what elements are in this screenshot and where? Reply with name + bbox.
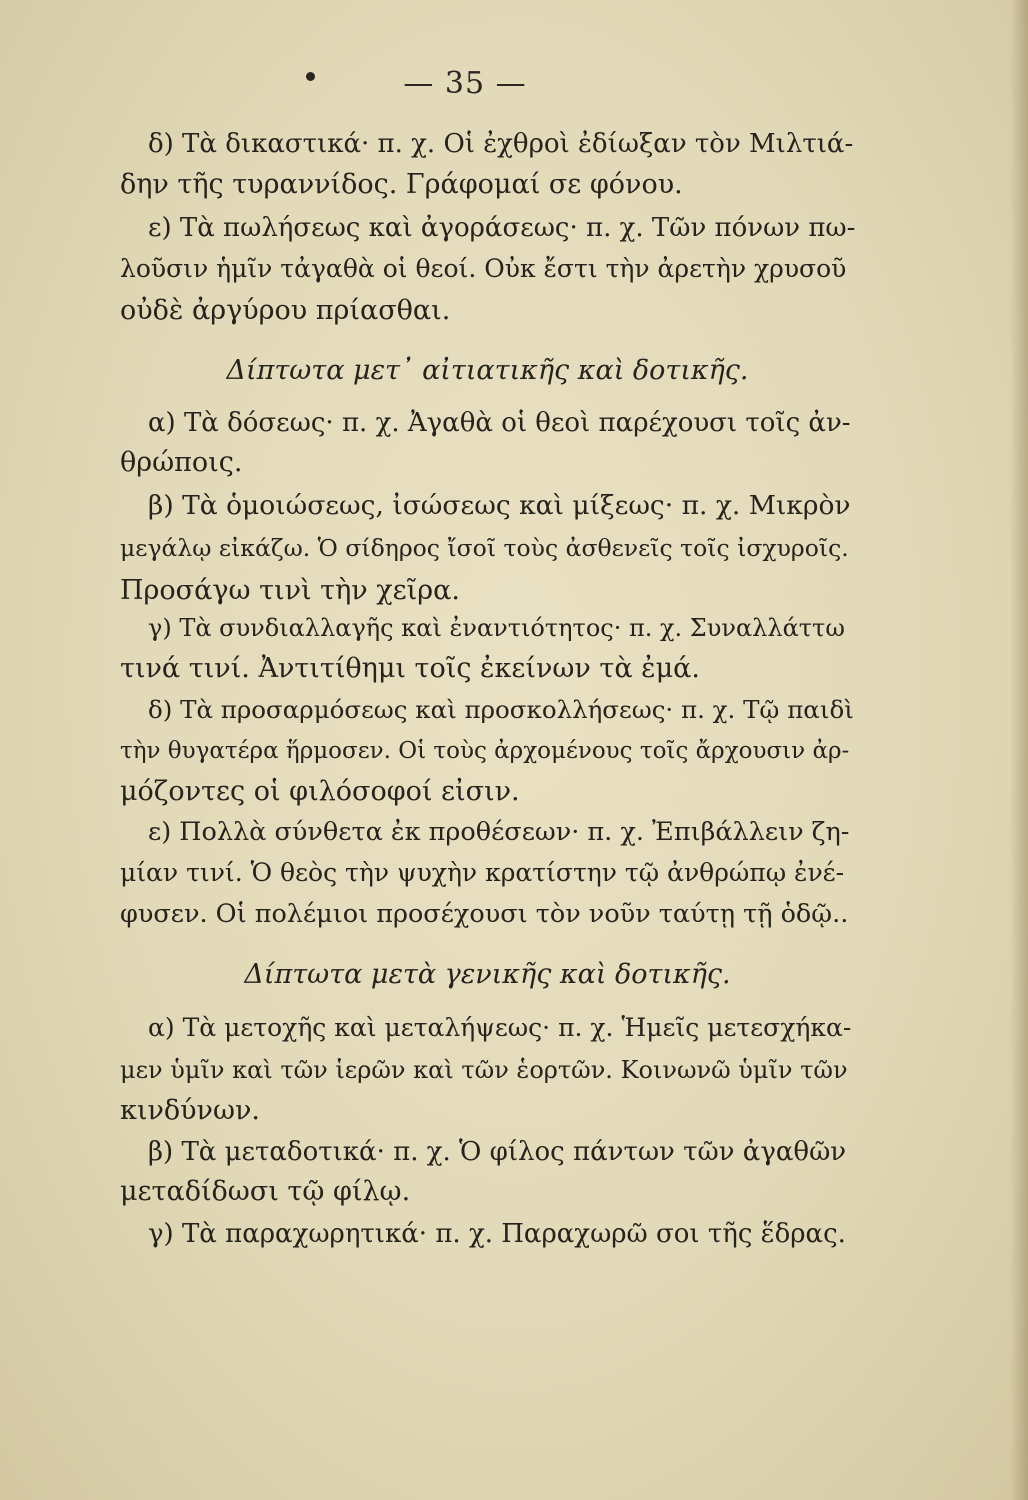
text-line: μεγάλῳ εἰκάζω. Ὁ σίδηρος ἴσοῖ τοὺς ἀσθενεῖς τοῖς ἰσχυροῖς. [120, 534, 849, 562]
text-line: τὴν θυγατέρα ἥρμοσεν. Οἱ τοὺς ἀρχομένους τοῖς ἄρχουσιν ἀρ- [120, 738, 850, 764]
ink-dot-mark [306, 72, 315, 81]
page-edge-shadow [1010, 0, 1028, 1500]
text-line: οὐδὲ ἀργύρου πρίασθαι. [120, 295, 451, 326]
text-line: δ) Τὰ δικαστικά· π. χ. Οἱ ἐχθροὶ ἐδίωξαν τὸν Μιλτιά- [148, 129, 854, 159]
page-number: — 35 — [403, 66, 527, 101]
text-line: δ) Τὰ προσαρμόσεως καὶ προσκολλήσεως· π. χ. Τῷ παιδὶ [148, 695, 854, 724]
text-line: γ) Τὰ παραχωρητικά· π. χ. Παραχωρῶ σοι τῆς ἕδρας. [148, 1219, 846, 1249]
text-line: δην τῆς τυραννίδος. Γράφομαί σε φόνου. [120, 169, 683, 200]
section-heading: Δίπτωτα μετ᾽ αἰτιατικῆς καὶ δοτικῆς. [226, 355, 749, 386]
text-line: ε) Πολλὰ σύνθετα ἐκ προθέσεων· π. χ. Ἐπιβάλλειν ζη- [148, 817, 850, 847]
text-line: τινά τινί. Ἀντιτίθημι τοῖς ἐκείνων τὰ ἐμά. [120, 653, 700, 684]
text-line: φυσεν. Οἱ πολέμιοι προσέχουσι τὸν νοῦν ταύτῃ τῇ ὁδῷ.. [120, 899, 849, 929]
text-line: γ) Τὰ συνδιαλλαγῆς καὶ ἐναντιότητος· π. χ. Συναλλάττω [148, 614, 845, 642]
text-line: μεταδίδωσι τῷ φίλῳ. [120, 1176, 411, 1207]
text-line: α) Τὰ δόσεως· π. χ. Ἀγαθὰ οἱ θεοὶ παρέχουσι τοῖς ἀν- [148, 408, 851, 438]
text-line: κινδύνων. [120, 1095, 260, 1126]
text-line: θρώποις. [120, 447, 243, 478]
text-line: Προσάγω τινὶ τὴν χεῖρα. [120, 575, 460, 606]
text-line: μίαν τινί. Ὁ θεὸς τὴν ψυχὴν κρατίστην τῷ ἀνθρώπῳ ἐνέ- [120, 858, 845, 887]
text-line: β) Τὰ μεταδοτικά· π. χ. Ὁ φίλος πάντων τῶν ἀγαθῶν [148, 1137, 847, 1167]
text-line: μεν ὑμῖν καὶ τῶν ἱερῶν καὶ τῶν ἑορτῶν. Κοινωνῶ ὑμῖν τῶν [120, 1056, 848, 1084]
text-line: ε) Τὰ πωλήσεως καὶ ἀγοράσεως· π. χ. Τῶν πόνων πω- [148, 213, 856, 243]
text-line: λοῦσιν ἡμῖν τἀγαθὰ οἱ θεοί. Οὐκ ἔστι τὴν ἀρετὴν χρυσοῦ [120, 254, 847, 283]
section-heading: Δίπτωτα μετὰ γενικῆς καὶ δοτικῆς. [244, 959, 731, 990]
text-line: β) Τὰ ὁμοιώσεως, ἰσώσεως καὶ μίξεως· π. χ. Μικρὸν [148, 490, 851, 521]
text-line: α) Τὰ μετοχῆς καὶ μεταλήψεως· π. χ. Ἡμεῖς μετεσχήκα- [148, 1013, 852, 1042]
text-line: μόζοντες οἱ φιλόσοφοί εἰσιν. [120, 776, 520, 807]
